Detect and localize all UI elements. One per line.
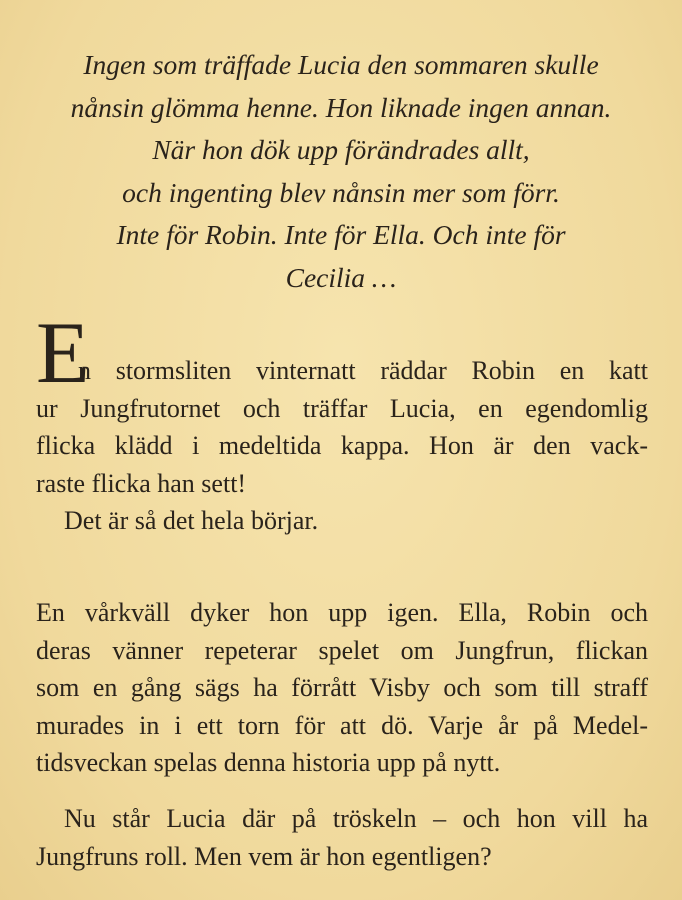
intro-line: Cecilia … xyxy=(285,261,397,293)
paragraph-line: flicka klädd i medeltida kappa. Hon är den vack- xyxy=(36,431,648,460)
paragraph-line: Jungfruns roll. Men vem är hon egentligen? xyxy=(36,841,492,871)
paragraph-1 xyxy=(36,352,648,540)
intro-line: och ingenting blev nånsin mer som förr. xyxy=(122,176,560,208)
intro-line: Inte för Robin. Inte för Ella. Och inte för xyxy=(116,219,566,250)
intro-line: Ingen som träffade Lucia den sommaren skulle xyxy=(83,49,599,80)
paragraph-line: murades in i ett torn för att dö. Varje år på Medel- xyxy=(36,710,648,740)
intro-blurb xyxy=(0,44,682,299)
paragraph-line: deras vänner repeterar spelet om Jungfrun, flickan xyxy=(36,635,648,665)
paragraph-line: Det är så det hela börjar. xyxy=(64,506,319,535)
paragraph-line: Nu står Lucia där på tröskeln – och hon vill ha xyxy=(64,804,648,833)
paragraph-line: som en gång sägs ha förrått Visby och som till straff xyxy=(36,673,648,702)
drop-cap: E xyxy=(36,305,90,402)
paragraph-line: raste flicka han sett! xyxy=(36,468,247,498)
paragraph-line: tidsveckan spelas denna historia upp på nytt. xyxy=(36,748,501,777)
paragraph-line: n stormsliten vinternatt räddar Robin en katt xyxy=(78,356,648,385)
intro-line: När hon dök upp förändrades allt, xyxy=(152,134,530,165)
paragraph-line: ur Jungfrutornet och träffar Lucia, en egendomlig xyxy=(36,393,648,423)
paragraph-3 xyxy=(36,800,648,875)
paragraph-2 xyxy=(36,594,648,782)
paragraph-line: En vårkväll dyker hon upp igen. Ella, Robin och xyxy=(36,598,648,627)
intro-line: nånsin glömma henne. Hon liknade ingen annan. xyxy=(70,91,612,123)
